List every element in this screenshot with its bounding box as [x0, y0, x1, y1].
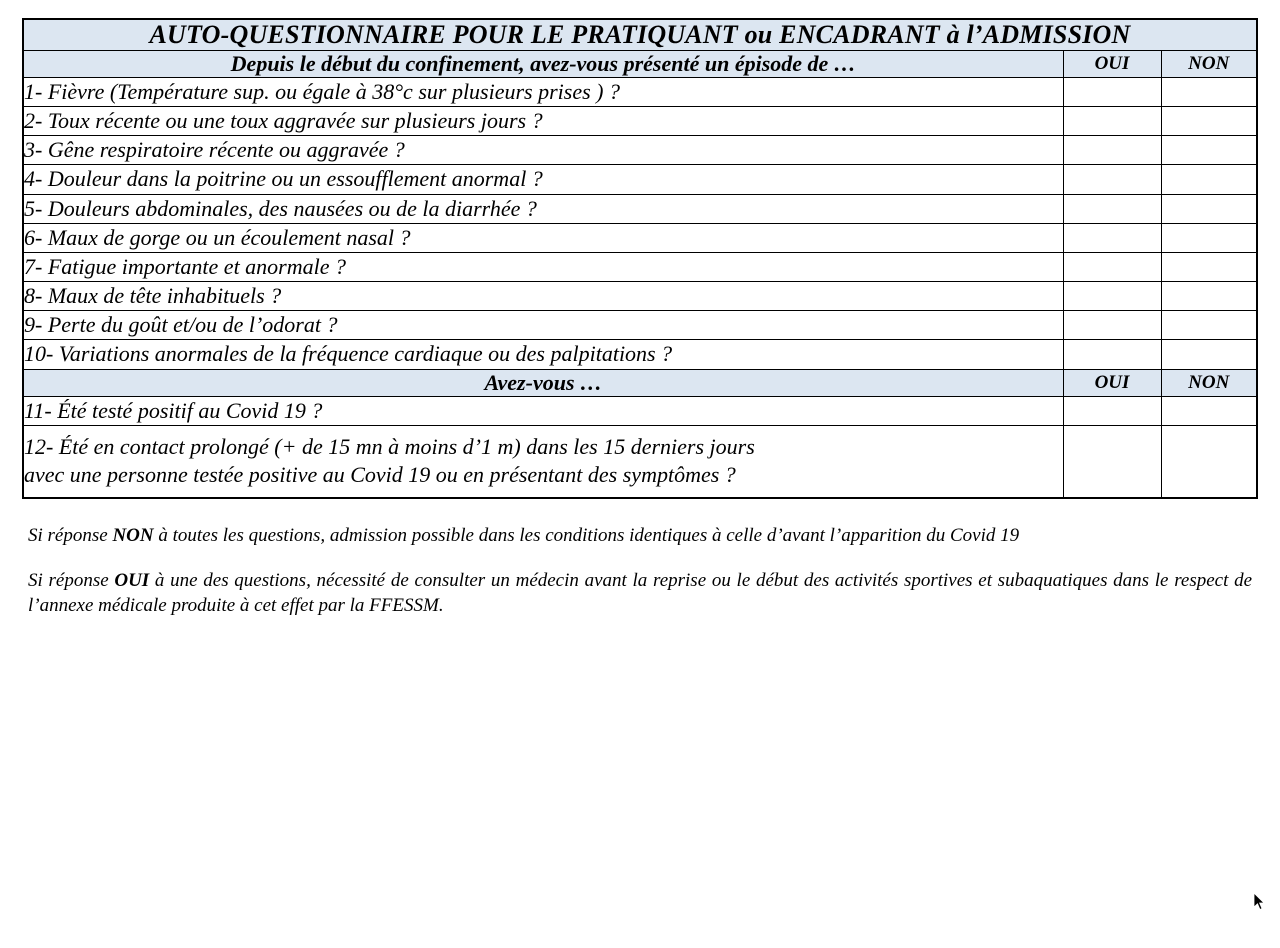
section1-no-header: NON: [1161, 51, 1257, 78]
answer-no-cell[interactable]: [1161, 311, 1257, 340]
document-title: AUTO-QUESTIONNAIRE POUR LE PRATIQUANT ou ENCADRANT à l’ADMISSION: [23, 19, 1257, 51]
note-non-prefix: Si réponse: [28, 525, 113, 547]
answer-no-cell[interactable]: [1161, 136, 1257, 165]
note-non-suffix: à toutes les questions, admission possible dans les conditions identiques à celle d’avant l’apparition du Covid 19: [153, 525, 1020, 547]
answer-no-cell[interactable]: [1161, 194, 1257, 223]
section1-heading: Depuis le début du confinement, avez-vous présenté un épisode de …: [23, 51, 1063, 78]
question-text: 9- Perte du goût et/ou de l’odorat ?: [23, 311, 1063, 340]
answer-no-cell[interactable]: [1161, 425, 1257, 498]
question-text: 1- Fièvre (Température sup. ou égale à 38°c sur plusieurs prises ) ?: [23, 78, 1063, 107]
answer-yes-cell[interactable]: [1063, 340, 1161, 369]
question-text: 8- Maux de tête inhabituels ?: [23, 282, 1063, 311]
table-row: [23, 282, 1257, 311]
question-text: 2- Toux récente ou une toux aggravée sur plusieurs jours ?: [23, 107, 1063, 136]
question-text: 10- Variations anormales de la fréquence cardiaque ou des palpitations ?: [23, 340, 1063, 369]
question-text: 7- Fatigue importante et anormale ?: [23, 252, 1063, 281]
mouse-cursor-icon: [1254, 893, 1266, 911]
table-row-title: [23, 19, 1257, 51]
section2-heading: Avez-vous …: [23, 369, 1063, 396]
question-text: [23, 425, 1063, 498]
answer-no-cell[interactable]: [1161, 223, 1257, 252]
section2-yes-header: OUI: [1063, 369, 1161, 396]
note-non-keyword: NON: [112, 525, 154, 547]
table-row: [23, 107, 1257, 136]
table-row-section1-header: [23, 51, 1257, 78]
section2-no-header: NON: [1161, 369, 1257, 396]
table-row: [23, 396, 1257, 425]
answer-yes-cell[interactable]: [1063, 252, 1161, 281]
table-row: [23, 136, 1257, 165]
answer-no-cell[interactable]: [1161, 252, 1257, 281]
note-oui-suffix: à une des questions, nécessité de consulter un médecin avant la reprise ou le début des activités sportives et subaquatiques dans le respect de l’annexe médicale produite à cet effet par la FFESSM.: [28, 570, 1253, 617]
question-text-line2: avec une personne testée positive au Covid 19 ou en présentant des symptômes ?: [24, 461, 736, 487]
question-text-line1: 12- Été en contact prolongé (+ de 15 mn à moins d’1 m) dans les 15 derniers jours: [24, 433, 755, 459]
answer-no-cell[interactable]: [1161, 165, 1257, 194]
question-text: 11- Été testé positif au Covid 19 ?: [23, 396, 1063, 425]
note-oui: [28, 568, 1252, 618]
question-text: 3- Gêne respiratoire récente ou aggravée ?: [23, 136, 1063, 165]
question-text: 5- Douleurs abdominales, des nausées ou de la diarrhée ?: [23, 194, 1063, 223]
answer-yes-cell[interactable]: [1063, 78, 1161, 107]
table-row: [23, 311, 1257, 340]
answer-no-cell[interactable]: [1161, 107, 1257, 136]
table-row: [23, 340, 1257, 369]
answer-yes-cell[interactable]: [1063, 194, 1161, 223]
answer-yes-cell[interactable]: [1063, 107, 1161, 136]
table-row: [23, 223, 1257, 252]
answer-yes-cell[interactable]: [1063, 223, 1161, 252]
answer-no-cell[interactable]: [1161, 396, 1257, 425]
answer-yes-cell[interactable]: [1063, 136, 1161, 165]
question-text: 6- Maux de gorge ou un écoulement nasal ?: [23, 223, 1063, 252]
footer-notes: [22, 523, 1258, 618]
answer-yes-cell[interactable]: [1063, 311, 1161, 340]
answer-yes-cell[interactable]: [1063, 165, 1161, 194]
answer-yes-cell[interactable]: [1063, 425, 1161, 498]
table-row: [23, 425, 1257, 498]
note-oui-prefix: Si réponse: [28, 570, 115, 592]
answer-no-cell[interactable]: [1161, 282, 1257, 311]
answer-yes-cell[interactable]: [1063, 396, 1161, 425]
table-row-section2-header: [23, 369, 1257, 396]
section1-yes-header: OUI: [1063, 51, 1161, 78]
note-non: [28, 523, 1252, 548]
table-row: [23, 165, 1257, 194]
answer-no-cell[interactable]: [1161, 340, 1257, 369]
table-row: [23, 78, 1257, 107]
table-row: [23, 252, 1257, 281]
questionnaire-table: [22, 18, 1258, 499]
answer-yes-cell[interactable]: [1063, 282, 1161, 311]
answer-no-cell[interactable]: [1161, 78, 1257, 107]
note-oui-keyword: OUI: [114, 570, 150, 592]
table-row: [23, 194, 1257, 223]
question-text: 4- Douleur dans la poitrine ou un essoufflement anormal ?: [23, 165, 1063, 194]
